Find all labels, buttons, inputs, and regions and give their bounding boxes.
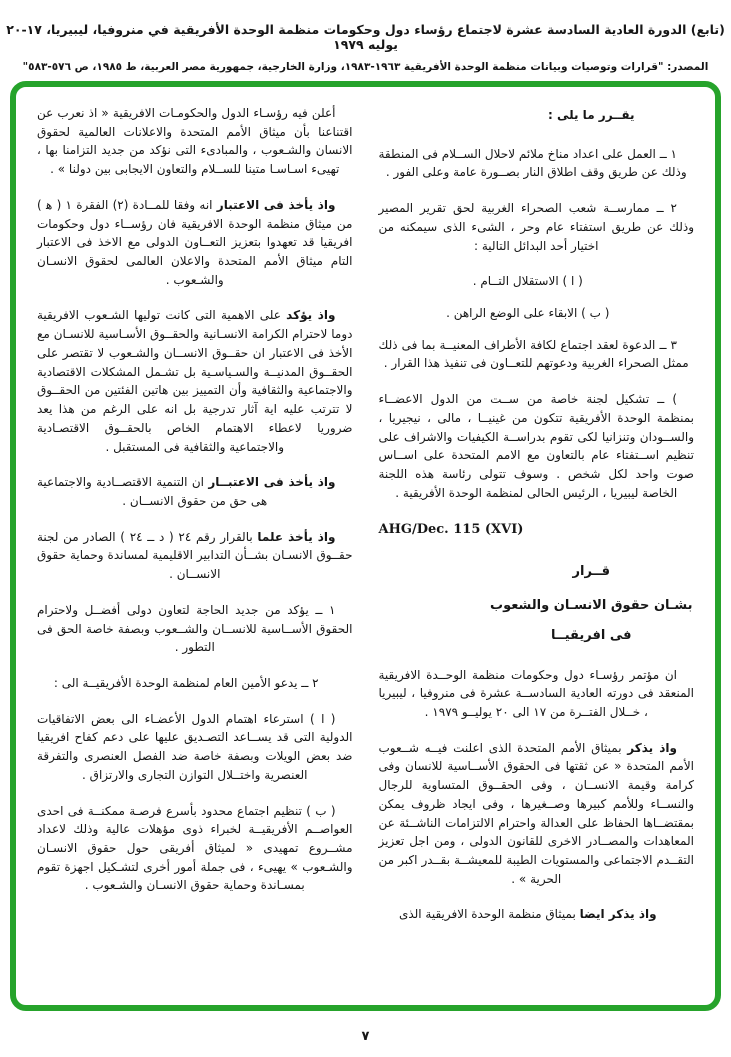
operative-paragraph-1: ١ ــ العمل على اعداد مناخ ملائم لاحلال الســلام فى المنطقة وذلك عن طريق وقف اطلاق النار بصــورة عامة وعلى الفور . [378, 146, 687, 180]
operative-subitem-a: ( ا ) استرعاء اهتمام الدول الأعضـاء الى بعض الاتفاقيات الدولية التى قد يســاعد التصـديق عليها على دعم كفاح افريقيا ضد بعض الويلات وبصفة خاصة ضد الفصل العنصرى والتفرقة العنصرية واختــلال التوازن التجارى والارتزاق . [37, 711, 353, 782]
preamble-lead: واذ يذكر [627, 740, 677, 755]
preamble-lead: واذ يأخذ علما [257, 529, 336, 544]
column-first [379, 104, 695, 988]
preamble-text: بالقرار رقم ٢٤ ( د ــ ٢٤ ) الصادر من لجنة حقــوق الانسـان بشــأن التدابير الاقليمية لمساندة وحماية حقوق الانســان . [37, 529, 353, 582]
preamble-text: بميثاق الأمم المتحدة الذى اعلنت فيــه شــعوب الأمم المتحدة « عن ثقتها فى الحقوق الأســاسية للانسان وفى كرامة وقيمة الانســان ، وفى الحقــوق المتساوية للرجال والنســاء وللأمم كبيرها وصــغيرها ، وفى ايجاد ظروف يمكن بمقتضــاها الحفاظ على العدالة واحترام الالتزامات الناشــئة عن المعاهدات والمصــادر الاخرى للقانون الدولى ، ومن اجل تعزيز التقــدم الاجتماعى والمستويات الطيبة للمعيشــة بقــدر اكبر من الحرية » . [378, 740, 694, 886]
preamble-un-charter-paragraph [379, 739, 695, 889]
resolution-reference: AHG/Dec. 115 (XVI) [378, 521, 524, 537]
continuation-paragraph: أعلن فيه رؤسـاء الدول والحكومـات الافريقية « اذ نعرب عن اقتناعنا بأن ميثاق الأمم المتحدة والاعلانات العالمية لحقوق الانسان والشـعوب ، والمبادىء التى نؤكد من جديد التزامنا بها ، تهيىء اسـاسـا متينا للســلام والتعاون الايجابى بين دولنا » . [37, 106, 353, 177]
operative-paragraph-3: ٣ ــ الدعوة لعقد اجتماع لكافة الأطراف المعنيــة بما فى ذلك ممثل الصحراء الغربية ودعوتهم للتعــاون فى تنفيذ هذا القرار . [378, 337, 689, 371]
preamble-lead: واذ يؤكد [286, 308, 336, 323]
preamble-lead: واذ يأخذ فى الاعتبــار [208, 475, 336, 490]
preamble-text: ان التنمية الاقتصــادية والاجتماعية هى حق من حقوق الانســان . [37, 475, 268, 508]
preamble-lead: واذ يذكر ايضا [579, 907, 657, 922]
option-a: ( ا ) الاستقلال التــام . [472, 274, 583, 289]
header-source-citation: المصدر: "قرارات وتوصيات وبيانات منظمة الوحدة الأفريقية ١٩٦٣-١٩٨٣، وزارة الخارجية، جمهورية مصر العربية، ط ١٩٨٥، ص ٥٧٦-٥٨٣" [22, 61, 709, 73]
operative-paragraph-4: ) ــ تشكيل لجنة خاصة من ســت من الدول الاعضــاء بمنظمة الوحدة الأفريقية تتكون من غينيــا ، مالى ، نيجيريا ، والســودان وتنزانيا لكى تقوم بدراســة الكيفيات والاشراف على تنظيم اســتفتاء عام بالتعاون مع الامم المتحدة على اســاس صوت واحد لكل شخص . وسوف تتولى رئاسة هذه اللجنة الخاصة ليبيريا ، الرئيس الحالى لمنظمة الوحدة الأفريقية . [378, 392, 694, 500]
preamble-session-paragraph: ان مؤتمر رؤسـاء دول وحكومات منظمة الوحــدة الافريقية المنعقد فى دورته العادية السادســة عشرة فى منروفيا ، ليبيريا ، خــلال الفتــرة من ١٧ الى ٢٠ يوليــو ١٩٧٩ . [378, 667, 694, 719]
operative-subitem-b: ( ب ) تنظيم اجتماع محدود بأسرع فرصـة ممكنــة فى احدى العواصــم الأفريقيــة لخبراء ذوى مؤهلات عالية وذلك لاعداد مشــروع تمهيدى « لميثاق أفريقى حول حقوق الانسـان والشـعوب » يهيىء ، فى جملة أمور أخرى لتشـكيل اجهزة تقوم بمسـاندة وحماية حقوق الانسـان والشـعوب . [37, 803, 353, 893]
decides-intro: يقــرر ما يلى : [547, 108, 635, 122]
resolution-subtitle: بشـان حقوق الانسـان والشعوب [490, 598, 693, 614]
option-b: ( ب ) الابقاء على الوضع الراهن . [446, 306, 610, 321]
preamble-text: بميثاق منظمة الوحدة الافريقية الذى [398, 907, 580, 922]
considering-paragraph-1 [37, 196, 353, 290]
page-number: ٧ [361, 1029, 370, 1044]
page-header [0, 22, 731, 73]
operative-paragraph-2: ٢ ــ ممارســة شعب الصحراء الغربية لحق تقرير المصير وذلك عن طريق استفتاء عام وحر ، الشىء الذى سيمكنه من اختيار أحد البدائل التالية : [378, 201, 694, 253]
preamble-text: على الاهمية التى كانت توليها الشـعوب الافريقية دوما لاحترام الكرامة الانسـانية والحقــوق الأسـاسية للانسـان مع الأخذ فى الاعتبار ان حقــوق الانســان والشـعوب لا تقتصر على الحقــوق المدنيــة والسـياسـية بل تشـمل المشكلات الاقتصادية والاجتماعية والثقافية وأن التمييز بين هاتين الفئتين من الحقــوق لا تترتب عليه اية آثار تدرجية بل انه على الرغم من هذا يعد ضروريا لاعطاء الاهتمام الخاص بالحقــوق الاقتصـادية والاجتماعية والثقافية فى المستقبل . [37, 308, 353, 454]
resolution-subtitle-region: فى افريقيــا [550, 628, 632, 644]
document-frame [10, 81, 721, 1011]
header-session-title: (تابع) الدورة العادية السادسة عشرة لاجتماع رؤساء دول وحكومات منظمة الوحدة الأفريقية في منروفيا، ليبيريا، ١٧-٢٠ يوليه ١٩٧٩ [6, 22, 725, 52]
noting-paragraph [37, 528, 353, 584]
text-columns [16, 87, 715, 988]
preamble-oau-charter-paragraph [379, 905, 695, 924]
operative-item-1: ١ ــ يؤكد من جديد الحاجة لتعاون دولى أفضــل ولاحترام الحقوق الأســاسية للانســان والشــعوب وبصفة خاصة الحق فى التطور . [37, 602, 353, 655]
preamble-text: انه وفقا للمــادة (٢) الفقرة ١ ( ﻫ ) من ميثاق منظمة الوحدة الافريقية فان رؤســاء دول وحكومات افريقيا قد تعهدوا بتعزيز التعــاون الدولى مع الاخذ فى الاعتبار التام ميثاق الأمم المتحدة والاعلان العالمى لحقوق الانسـان والشـعوب . [37, 197, 353, 287]
column-second [37, 104, 353, 988]
resolution-title: قــرار [572, 563, 610, 579]
affirming-paragraph [37, 306, 353, 456]
preamble-lead: واذ يأخذ فى الاعتبار [216, 197, 336, 212]
considering-paragraph-2 [37, 473, 353, 510]
operative-item-2: ٢ ــ يدعو الأمين العام لمنظمة الوحدة الأفريقيــة الى : [53, 675, 319, 690]
